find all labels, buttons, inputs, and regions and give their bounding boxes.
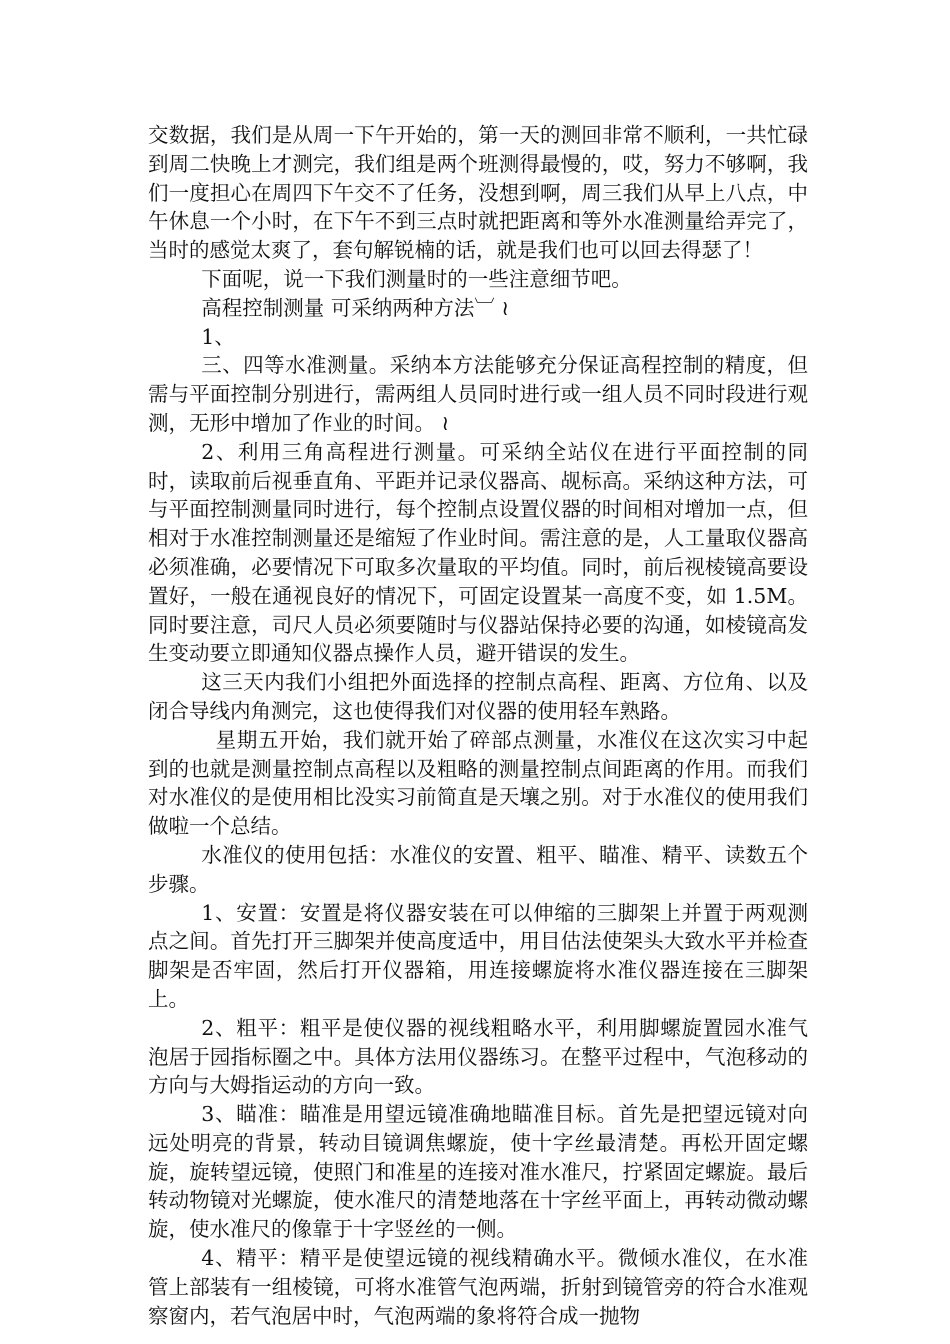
paragraph-step-rough-level: 2、粗平：粗平是使仪器的视线粗略水平，利用脚螺旋置园水准气泡居于园指标圈之中。具体方法用仪器练习。在整平过程中，气泡移动的方向与大姆指运动的方向一致。 — [148, 1015, 808, 1098]
paragraph-step-setup: 1、安置：安置是将仪器安装在可以伸缩的三脚架上并置于两观测点之间。首先打开三脚架并使高度适中，用目估法使架头大致水平并检查脚架是否牢固，然后打开仪器箱，用连接螺旋将水准仪器连接在三脚架上。 — [148, 900, 808, 1011]
paragraph-three-days: 这三天内我们小组把外面选择的控制点高程、距离、方位角、以及闭合导线内角测完，这也使得我们对仪器的使用轻车熟路。 — [148, 670, 808, 723]
paragraph-method-trigonometric: 2、利用三角高程进行测量。可采纳全站仪在进行平面控制的同时，读取前后视垂直角、平距并记录仪器高、觇标高。采纳这种方法，可与平面控制测量同时进行，每个控制点设置仪器的时间相对增加一点，但相对于水准控制测量还是缩短了作业时间。需注意的是，人工量取仪器高必须准确，必要情况下可取多次量取的平均值。同时，前后视棱镜高要设置好，一般在通视良好的情况下，可固定设置某一高度不变，如 1.5M。同时要注意，司尺人员必须要随时与仪器站保持必要的沟通，如棱镜高发生变动要立即通知仪器点操作人员，避开错误的发生。 — [148, 439, 808, 666]
paragraph-method-leveling: 三、四等水准测量。采纳本方法能够充分保证高程控制的精度，但需与平面控制分别进行，需两组人员同时进行或一组人员不同时段进行观测，无形中增加了作业的时间。 ≀ — [148, 353, 808, 435]
paragraph-methods-heading: 高程控制测量 可采纳两种方法︺ ≀ — [201, 295, 510, 320]
paragraph-details: 下面呢，说一下我们测量时的一些注意细节吧。 — [201, 266, 632, 291]
paragraph-friday: 星期五开始，我们就开始了碎部点测量，水准仪在这次实习中起到的也就是测量控制点高程以及粗略的测量控制点间距离的作用。而我们对水准仪的是使用相比没实习前简直是天壤之别。对于水准仪的使用我们做啦一个总结。 — [148, 727, 808, 839]
paragraph-item-number: 1、 — [201, 324, 235, 349]
paragraph-level-usage: 水准仪的使用包括：水准仪的安置、粗平、瞄准、精平、读数五个步骤。 — [148, 842, 808, 896]
document-body — [148, 121, 808, 1330]
paragraph-step-fine-level: 4、精平：精平是使望远镜的视线精确水平。微倾水准仪，在水准管上部装有一组棱镜，可将水准管气泡两端，折射到镜管旁的符合水准观察窗内，若气泡居中时，气泡两端的象将符合成一抛物 — [148, 1246, 808, 1328]
paragraph-intro: 交数据，我们是从周一下午开始的，第一天的测回非常不顺利，一共忙碌到周二快晚上才测完，我们组是两个班测得最慢的，哎，努力不够啊，我们一度担心在周四下午交不了任务，没想到啊，周三我们从早上八点，中午休息一个小时，在下午不到三点时就把距离和等外水准测量给弄完了，当时的感觉太爽了，套句解锐楠的话，就是我们也可以回去得瑟了！ — [148, 123, 808, 263]
paragraph-step-aim: 3、瞄准：瞄准是用望远镜准确地瞄准目标。首先是把望远镜对向远处明亮的背景，转动目镜调焦螺旋，使十字丝最清楚。再松开固定螺旋，旋转望远镜，使照门和准星的连接对准水准尺，拧紧固定螺旋。最后转动物镜对光螺旋，使水准尺的清楚地落在十字丝平面上，再转动微动螺旋，使水准尺的像靠于十字竖丝的一侧。 — [148, 1102, 808, 1242]
